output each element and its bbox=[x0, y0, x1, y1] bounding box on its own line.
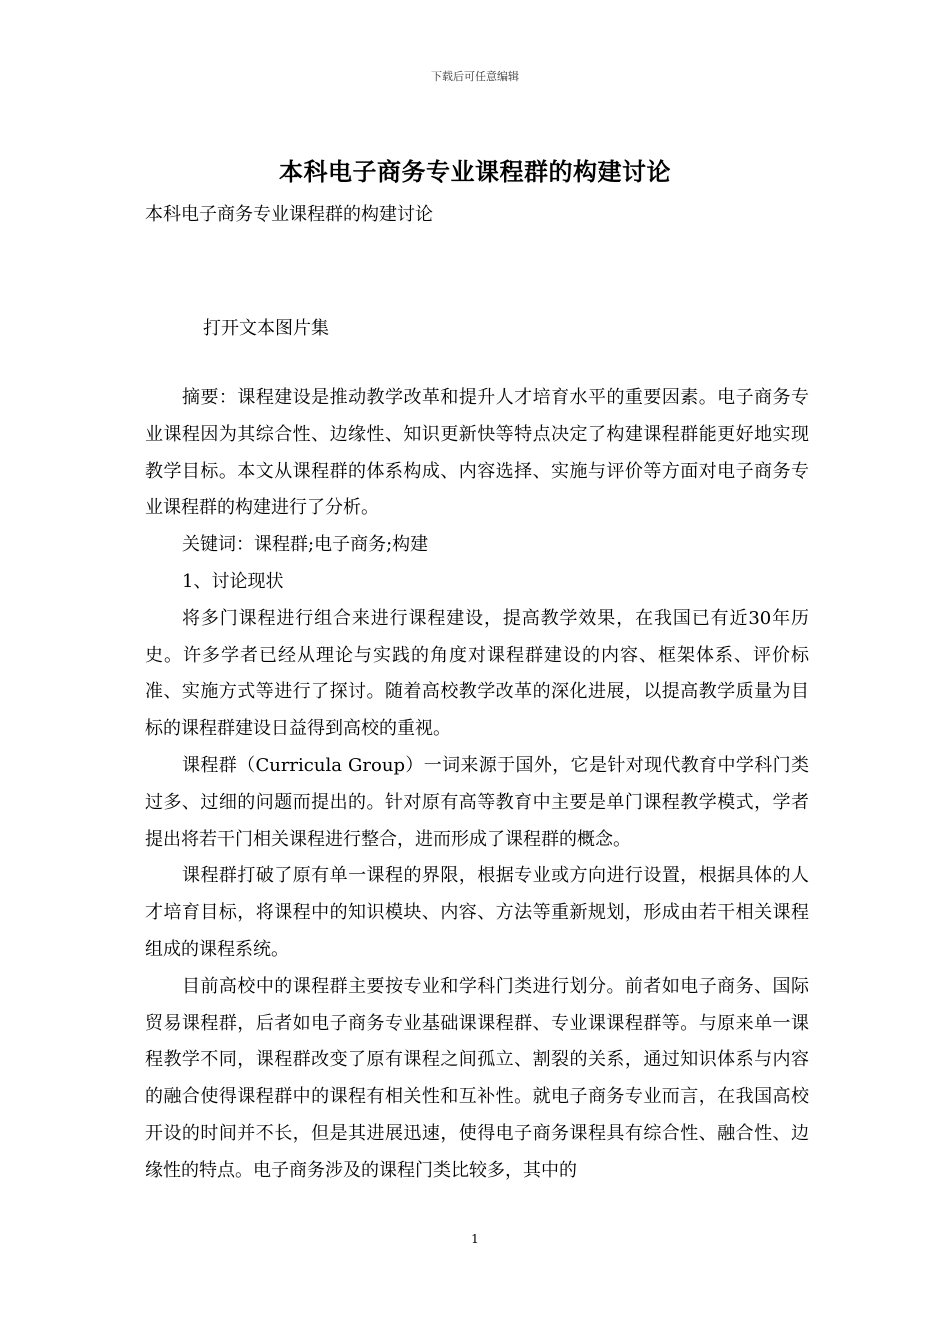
section-heading: 1、讨论现状 bbox=[182, 570, 284, 592]
abstract-paragraph: 摘要：课程建设是推动教学改革和提升人才培育水平的重要因素。电子商务专业课程因为其综合性、边缘性、知识更新快等特点决定了构建课程群能更好地实现教学目标。本文从课程群的体系构成、内容选择、实施与评价等方面对电子商务专业课程群的构建进行了分析。 bbox=[145, 387, 809, 519]
body-paragraph: 课程群（Curricula Group）一词来源于国外，它是针对现代教育中学科门类过多、过细的问题而提出的。针对原有高等教育中主要是单门课程教学模式，学者提出将若干门相关课程进行整合，进而形成了课程群的概念。 bbox=[145, 754, 809, 850]
document-title: 本科电子商务专业课程群的构建讨论 bbox=[279, 157, 671, 186]
body-paragraph: 课程群打破了原有单一课程的界限，根据专业或方向进行设置，根据具体的人才培育目标，将课程中的知识模块、内容、方法等重新规划，形成由若干相关课程组成的课程系统。 bbox=[145, 865, 809, 960]
page-number: 1 bbox=[471, 1232, 479, 1246]
keywords-paragraph: 关键词：课程群;电子商务;构建 bbox=[182, 534, 429, 556]
image-gallery-link[interactable]: 打开文本图片集 bbox=[203, 318, 329, 339]
body-paragraph: 目前高校中的课程群主要按专业和学科门类进行划分。前者如电子商务、国际贸易课程群，后者如电子商务专业基础课课程群、专业课课程群等。与原来单一课程教学不同，课程群改变了原有课程之间孤立、割裂的关系，通过知识体系与内容的融合使得课程群中的课程有相关性和互补性。就电子商务专业而言，在我国高校开设的时间并不长，但是其进展迅速，使得电子商务课程具有综合性、融合性、边缘性的特点。电子商务涉及的课程门类比较多，其中的 bbox=[145, 975, 809, 1181]
body-text bbox=[145, 380, 809, 1190]
document-subtitle: 本科电子商务专业课程群的构建讨论 bbox=[145, 204, 433, 225]
body-paragraph: 将多门课程进行组合来进行课程建设，提高教学效果，在我国已有近30年历史。许多学者已经从理论与实践的角度对课程群建设的内容、框架体系、评价标准、实施方式等进行了探讨。随着高校教学改革的深化进展，以提高教学质量为目标的课程群建设日益得到高校的重视。 bbox=[145, 607, 809, 740]
header-note: 下载后可任意编辑 bbox=[431, 70, 519, 83]
